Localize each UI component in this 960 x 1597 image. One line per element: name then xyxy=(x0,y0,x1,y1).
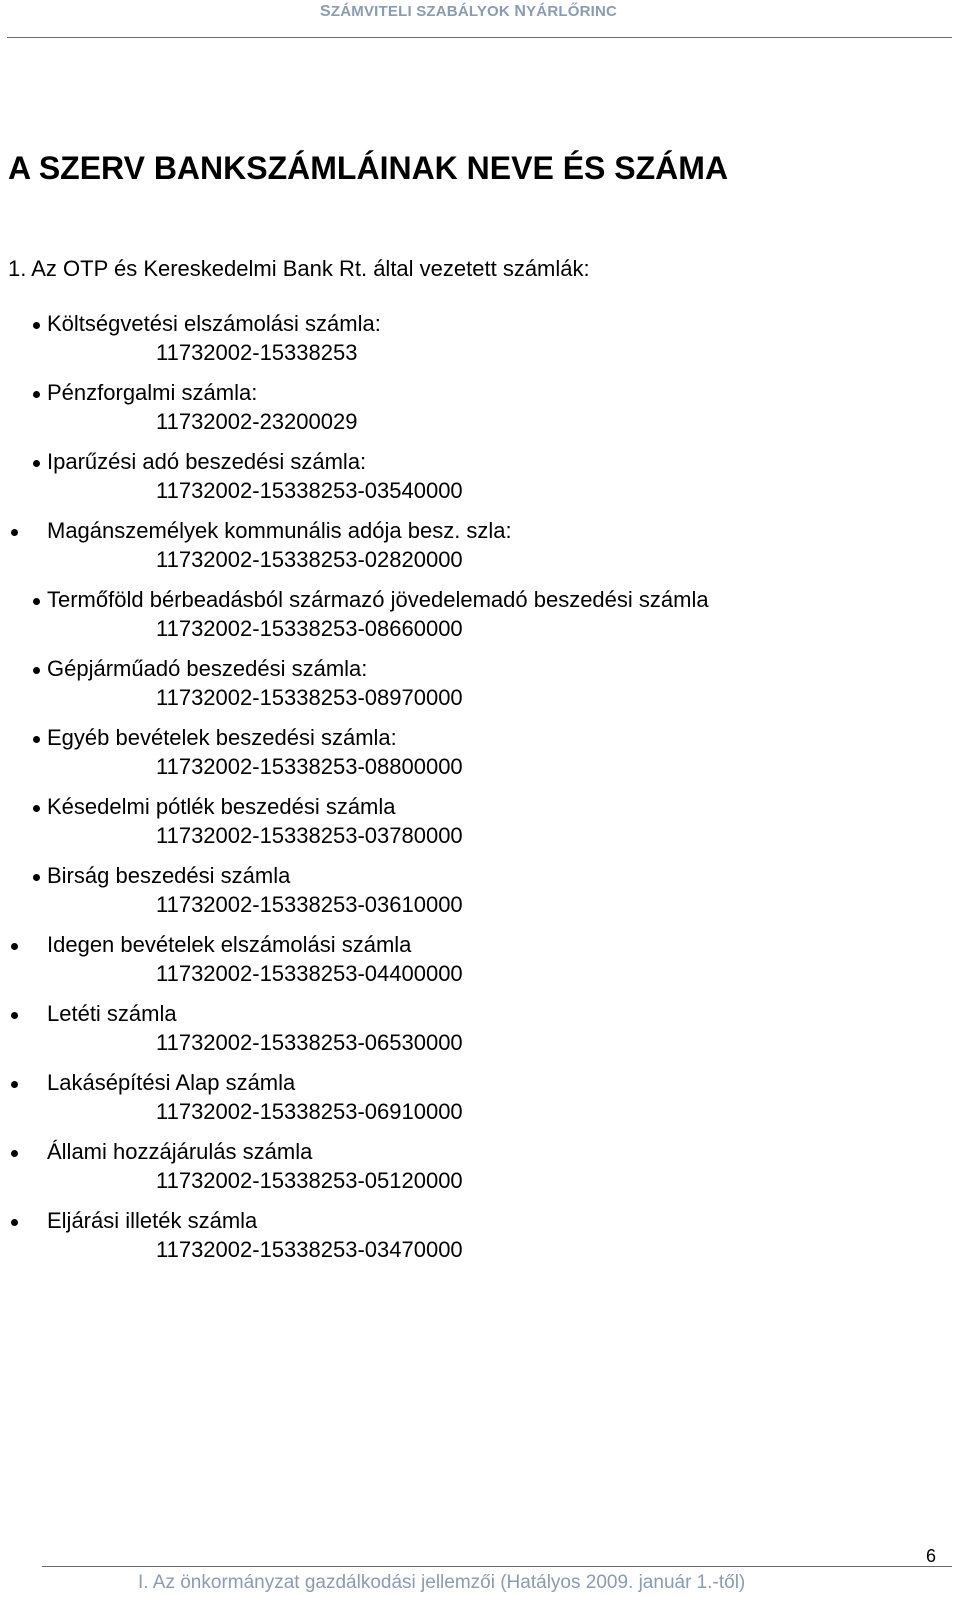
account-number: 11732002-15338253 xyxy=(156,340,358,365)
header-title-initial: S xyxy=(320,3,331,20)
account-name: Állami hozzájárulás számla xyxy=(47,1139,313,1164)
account-number: 11732002-15338253-03470000 xyxy=(156,1237,463,1262)
page-number: 6 xyxy=(926,1546,937,1566)
footer-divider xyxy=(42,1566,952,1567)
bullet-icon xyxy=(33,874,40,881)
account-name: Pénzforgalmi számla: xyxy=(47,380,258,405)
bullet-icon xyxy=(11,1150,18,1157)
account-number: 11732002-15338253-04400000 xyxy=(156,961,463,986)
header-title-part-1: ZÁMVITELI SZABÁLYOK xyxy=(330,3,515,20)
account-name: Gépjárműadó beszedési számla: xyxy=(47,656,368,681)
account-name: Eljárási illeték számla xyxy=(47,1208,258,1233)
account-number: 11732002-15338253-02820000 xyxy=(156,547,463,572)
account-number: 11732002-23200029 xyxy=(156,409,358,434)
account-name: Birság beszedési számla xyxy=(47,863,291,888)
account-name: Letéti számla xyxy=(47,1001,177,1026)
account-name: Egyéb bevételek beszedési számla: xyxy=(47,725,397,750)
account-number: 11732002-15338253-08800000 xyxy=(156,754,463,779)
account-number: 11732002-15338253-03540000 xyxy=(156,478,463,503)
section-heading: 1. Az OTP és Kereskedelmi Bank Rt. által vezetett számlák: xyxy=(8,256,590,281)
footer-text: I. Az önkormányzat gazdálkodási jellemzői (Hatályos 2009. január 1.-től) xyxy=(138,1572,746,1593)
page-title: A SZERV BANKSZÁMLÁINAK NEVE ÉS SZÁMA xyxy=(8,150,729,186)
bullet-icon xyxy=(33,667,40,674)
account-name: Késedelmi pótlék beszedési számla xyxy=(47,794,396,819)
bullet-icon xyxy=(11,943,18,950)
account-number: 11732002-15338253-08970000 xyxy=(156,685,463,710)
bullet-icon xyxy=(33,322,40,329)
bullet-icon xyxy=(33,736,40,743)
bullet-icon xyxy=(11,1219,18,1226)
account-number: 11732002-15338253-08660000 xyxy=(156,616,463,641)
account-name: Termőföld bérbeadásból származó jövedelemadó beszedési számla xyxy=(47,587,709,612)
bullet-icon xyxy=(11,529,18,536)
account-number: 11732002-15338253-06910000 xyxy=(156,1099,463,1124)
bullet-icon xyxy=(33,805,40,812)
header-title-part-2: YÁRLŐRINC xyxy=(526,3,618,20)
bullet-icon xyxy=(11,1081,18,1088)
account-name: Iparűzési adó beszedési számla: xyxy=(47,449,367,474)
account-name: Költségvetési elszámolási számla: xyxy=(47,311,381,336)
account-name: Magánszemélyek kommunális adója besz. szla: xyxy=(47,518,512,543)
account-number: 11732002-15338253-06530000 xyxy=(156,1030,463,1055)
bullet-icon xyxy=(33,391,40,398)
bullet-icon xyxy=(33,460,40,467)
account-number: 11732002-15338253-05120000 xyxy=(156,1168,463,1193)
header-title-initial-2: N xyxy=(514,3,527,20)
account-number: 11732002-15338253-03610000 xyxy=(156,892,463,917)
account-name: Lakásépítési Alap számla xyxy=(47,1070,296,1095)
bullet-icon xyxy=(33,598,40,605)
bullet-icon xyxy=(11,1012,18,1019)
account-number: 11732002-15338253-03780000 xyxy=(156,823,463,848)
account-name: Idegen bevételek elszámolási számla xyxy=(47,932,412,957)
